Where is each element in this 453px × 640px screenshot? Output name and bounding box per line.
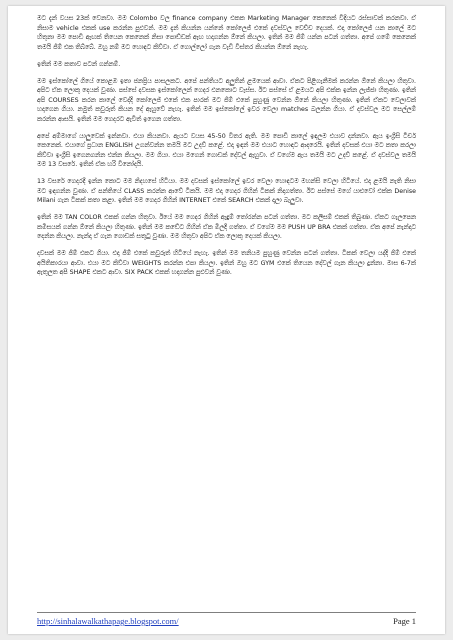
paragraph-5: 13 වසරේ ගෙදරදී ඉන්න කොට මම නිදහසේ හිටියා. මම දවසක් ඉස්කෝලේ ඉවර වෙලා හොඳටම මහන්සි වෙලා හිටියේ. එදා ළමයි නැති නිසා මට ඉඳගන්න වුණා. ඒ පන්තියේ CLASS කරන්න ආවේ ටිකයි. මම එදා ගෙදර ගිහින් ටිකක් නිදාගත්තා. ඊට පස්සේ මගේ යාළුවෝ එක්ක Denise Milani ගැන ටිකක් කතා කළා. ඉතින් මම ගෙදර ගිහින් INTERNET එකේ SEARCH එකක් දාලා බැලුවා. xyxy=(37,178,416,204)
paragraph-4: අපේ අම්මාගේ යාලුවෙක් ඉන්නවා. එයා කියනවා. ඇයට වයස 45-50 විතර ඇති. මම පොඩි කාලේ ඉඳලම එයාව දන්නවා. ඇය ඉංග්‍රීසි ටීචර් කෙනෙක්. එයාගේ ප්‍රධාන ENGLISH උගන්වන්න තමයි මට උදව් කළේ. එදා ඉඳන් මම එයාට හොඳට ආදරෙයි. ඉතින් දවසක් එයා මට කතා කරලා කිව්වා ඉංග්‍රීසි ඉගෙනගන්න එන්න කියලා. මම ගියා. එයා මගෙන් ගොඩක් දේවල් ඇහුවා. ඒ වගේම ඇය තමයි මට උදව් කළේ. ඒ දවස්වල තමයි මම 13 වසරේ. ඉතින් ඒක හරි විනෝදයි. xyxy=(37,132,416,168)
paragraph-1: මට දැන් වයස 23ක් වෙනවා. මම Colombo වල finance company එකක Marketing Manager කෙනෙක් විදියට රස්සාවක් කරනවා. ඒ නිසාම vehicle එකක් use කරන්න පුළුවන්. මම දැන් කියන්න යන්නේ කෝලෙජ් එකේ දවස්වල වෙච්ච දෙයක්. එදා කෝලෙජ් යන කාලේ මට හිතුනා මම පොඩි ඇඟක් තියෙන කෙනෙක් නිසා පොඩ්ඩක් ඇඟ හදාගන්න ඕනේ කියලා. ඉතින් මම ජිම් යන්න පටන් ගත්තා. අපේ ගමේ කෙනෙක් තමයි ජිම් එක තිබ්බේ. ඔහු නම් මට හොඳට කිව්වා. ඒ ගොල්ලෝ ගැන වැඩි විස්තර කියන්න ඕනේ නැහැ. xyxy=(37,15,416,51)
paragraph-2: ඉතින් මම කතාව පටන් ගන්නම්. xyxy=(37,60,121,68)
page-footer xyxy=(37,612,416,626)
page-number: Page 1 xyxy=(393,616,416,626)
paragraph-7: දවසක් මම ජිම් එකට ගියා. එදා ජිම් එකේ කවුරුත් හිටියේ නැහැ. ඉතින් මම තනියම පුහුණු වෙන්න පටන් ගත්තා. ටිකක් වෙලා යද්දි ජිම් එකේ අයිතිකාරයා ආවා. එයා මට කිව්වා WEIGHTS කරන්න එපා කියලා. ඉතින් ඔහු මට GYM එකේ තියෙන දේවල් ගැන කියලා දුන්නා. මාස 6-7ක් ඇතුලත අපි SHAPE එකට ආවා. SIX PACK එකක් හදාගන්න පුළුවන් වුණා. xyxy=(37,250,416,276)
document-body xyxy=(37,14,416,278)
blog-url-link[interactable]: http://sinhalawalkathapage.blogspot.com/ xyxy=(37,616,179,626)
paragraph-6: ඉතින් මම TAN COLOR එකක් ගන්න හිතුවා. ඊයේ මම ගෙදර ගිහින් ඇඳුම් තෝරන්න පටන් ගත්තා. මට කලිසම් එකක් තිබුණා. ඒකට ගැලපෙන කමිසයක් ගන්න ඕනේ කියලා හිතුණා. ඉතින් මම කඩේට ගිහින් ඒක මිලදී ගත්තා. ඒ වගේම මම PUSH UP BRA එකක් ගත්තා. ඒක අපේ නැන්දාට දෙන්න කියලා. නැන්දා ඒ ගැන ගොඩක් සතුටු වුණා. මම හිතුවා අපිට ඒක ලොකු දෙයක් කියලා. xyxy=(37,214,416,240)
document-page xyxy=(8,6,445,634)
paragraph-3: මම ඉස්කෝලේ ගියේ කොළඹ ඉතා ජනප්‍රිය පාසලකට. අපේ පන්තියට අලුතින් ළමයෙක් ආවා. ඒකට පිළිගැනීමක් කරන්න ඕනේ කියලා හිතුවා. අපිට ඒක ලොකු දෙයක් වුණා. පස්සේ දවසක ඉස්කෝලෙන් ගෙදර එනකොට වැස්ස. ඊට පස්සේ ඒ ළමයට අපි එක්ක ඉන්න ලැජ්ජා හිතුණා. ඉතින් අපි COURSES කරන කාලේ වෙද්දි කෝලෙජ් එකේ එක පාරක් මට ජිම් එකේ පුහුණු වෙන්න ඕනේ කියලා හිතුණා. ඉතින් ඒකට වෙලාවක් හදාගෙන ගියා. නමුත් කවුරුත් කියන දේ ඇහුවේ නැහැ. ඉතින් මම ඉස්කෝලේ ඉවර වෙලා matches බලන්න ගියා. ඒ දවස්වල මට සෙල්ලම් කරන්න ආසයි. ඉතින් මම ගෙදරට ඇවිත් ඉගෙන ගත්තා. xyxy=(37,77,416,123)
